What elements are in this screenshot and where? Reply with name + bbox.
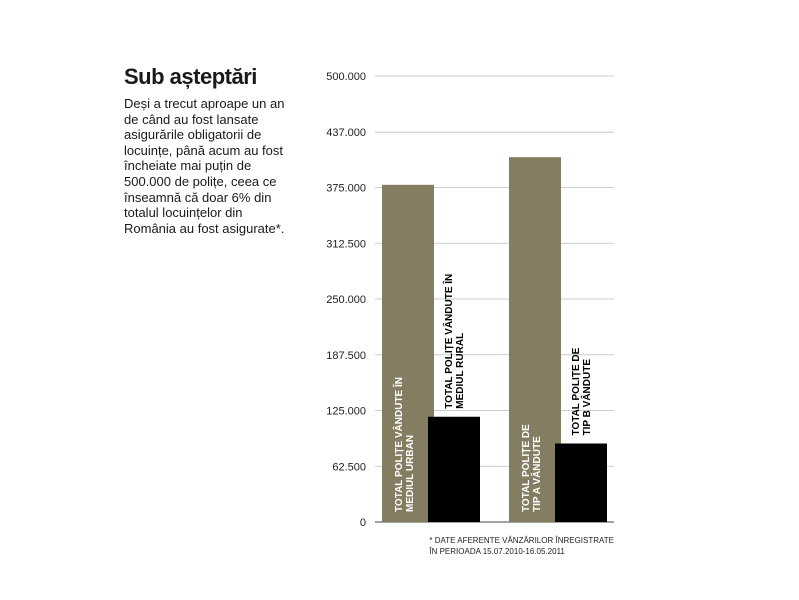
y-tick-label: 0	[359, 517, 366, 529]
y-tick-label: 437.000	[326, 127, 366, 140]
footnote-line-1: * DATE AFERENTE VÂNZĂRILOR ÎNREGISTRATE	[429, 536, 614, 545]
footnote-line-2: ÎN PERIOADA 15.07.2010-16.05.2011	[429, 547, 565, 556]
bar-label: TIP B VÂNDUTE	[582, 359, 593, 436]
chart-description: Deși a trecut aproape un an de când au fost lansate asigurările obligatorii de locuințe, până acum au fost încheiate mai puțin de 500.000 de polițe, ceea ce înseamnă că doar 6% din totalul locuințelor din România au fost asigurate*.	[124, 96, 285, 236]
y-tick-label: 375.000	[326, 182, 366, 195]
bar-label: TOTAL POLIȚE DE	[571, 347, 582, 436]
bar	[428, 417, 480, 522]
bar	[555, 444, 607, 522]
y-tick-label: 62.500	[332, 461, 366, 474]
chart-title: Sub așteptări	[124, 64, 257, 89]
bar-label: TOTAL POLIȚE VÂNDUTE ÎN	[394, 376, 405, 512]
y-tick-label: 125.000	[326, 405, 366, 418]
bar-label: TIP A VÂNDUTE	[532, 436, 543, 512]
y-tick-label: 312.500	[326, 238, 366, 251]
bar-label: TOTAL POLIȚE DE	[521, 424, 532, 512]
footnote	[429, 535, 614, 557]
bar-label: MEDIUL RURAL	[455, 332, 466, 409]
bar-label: TOTAL POLIȚE VÂNDUTE ÎN	[444, 273, 455, 409]
bar-label: MEDIUL URBAN	[405, 434, 416, 512]
y-tick-label: 250.000	[326, 294, 366, 306]
y-tick-label: 187.500	[326, 349, 366, 362]
y-tick-label: 500.000	[326, 71, 366, 83]
